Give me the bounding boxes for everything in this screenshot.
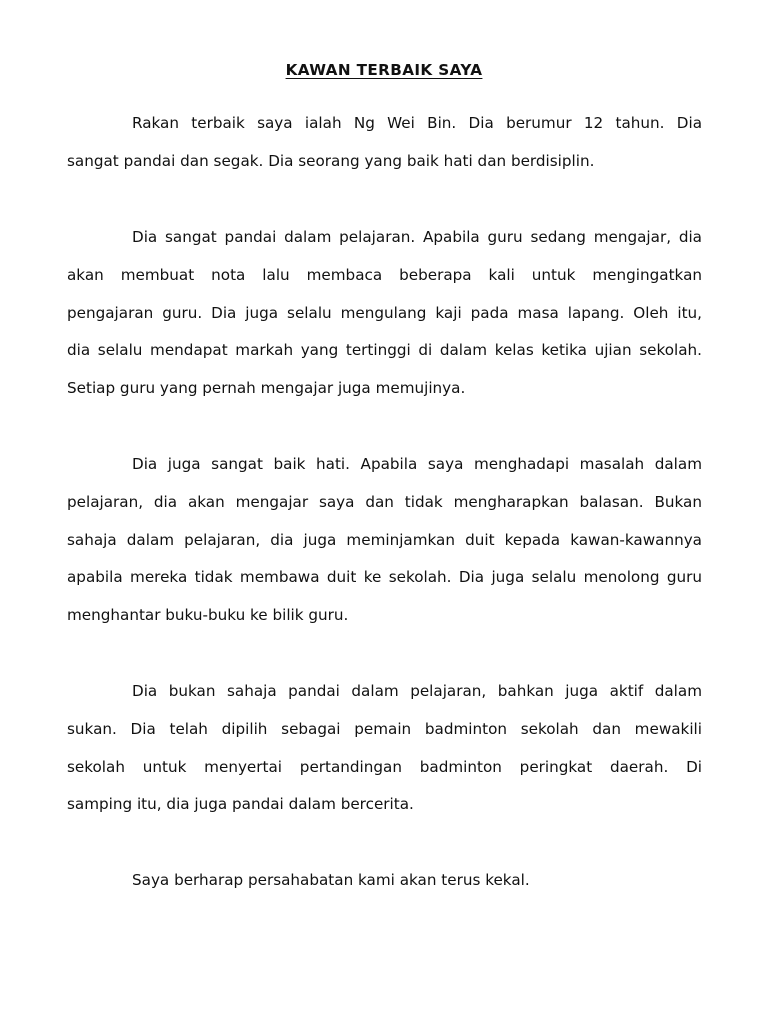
paragraph-line: Setiap guru yang pernah mengajar juga memujinya.: [67, 379, 466, 398]
paragraph-3: [67, 454, 702, 643]
paragraph-line: Saya berharap persahabatan kami akan terus kekal.: [132, 871, 530, 889]
paragraph-line: apabila mereka tidak membawa duit ke sekolah. Dia juga selalu menolong guru: [67, 568, 702, 587]
document-title-text: KAWAN TERBAIK SAYA: [285, 61, 483, 79]
paragraph-line: sekolah untuk menyertai pertandingan badminton peringkat daerah. Di: [67, 757, 702, 776]
document-title: [0, 61, 768, 79]
paragraph-4: [67, 681, 702, 832]
paragraph-line: pelajaran, dia akan mengajar saya dan tidak mengharapkan balasan. Bukan: [67, 492, 702, 511]
paragraph-line: sahaja dalam pelajaran, dia juga meminjamkan duit kepada kawan-kawannya: [67, 530, 702, 549]
paragraph-line: Rakan terbaik saya ialah Ng Wei Bin. Dia berumur 12 tahun. Dia: [132, 114, 702, 132]
paragraph-line: pengajaran guru. Dia juga selalu mengulang kaji pada masa lapang. Oleh itu,: [67, 303, 702, 322]
paragraph-line: akan membuat nota lalu membaca beberapa kali untuk mengingatkan: [67, 265, 702, 284]
paragraph-line: Dia sangat pandai dalam pelajaran. Apabila guru sedang mengajar, dia: [132, 228, 702, 246]
paragraph-line: menghantar buku-buku ke bilik guru.: [67, 606, 349, 625]
paragraph-line: dia selalu mendapat markah yang tertinggi di dalam kelas ketika ujian sekolah.: [67, 341, 702, 360]
paragraph-line: sukan. Dia telah dipilih sebagai pemain badminton sekolah dan mewakili: [67, 719, 702, 738]
paragraph-2: [67, 227, 702, 416]
paragraph-1: [67, 113, 702, 189]
paragraph-line: samping itu, dia juga pandai dalam bercerita.: [67, 795, 414, 814]
paragraph-5: [67, 870, 702, 908]
paragraph-line: Dia juga sangat baik hati. Apabila saya menghadapi masalah dalam: [132, 455, 702, 473]
paragraph-line: sangat pandai dan segak. Dia seorang yang baik hati dan berdisiplin.: [67, 151, 595, 170]
paragraph-line: Dia bukan sahaja pandai dalam pelajaran, bahkan juga aktif dalam: [132, 682, 702, 700]
